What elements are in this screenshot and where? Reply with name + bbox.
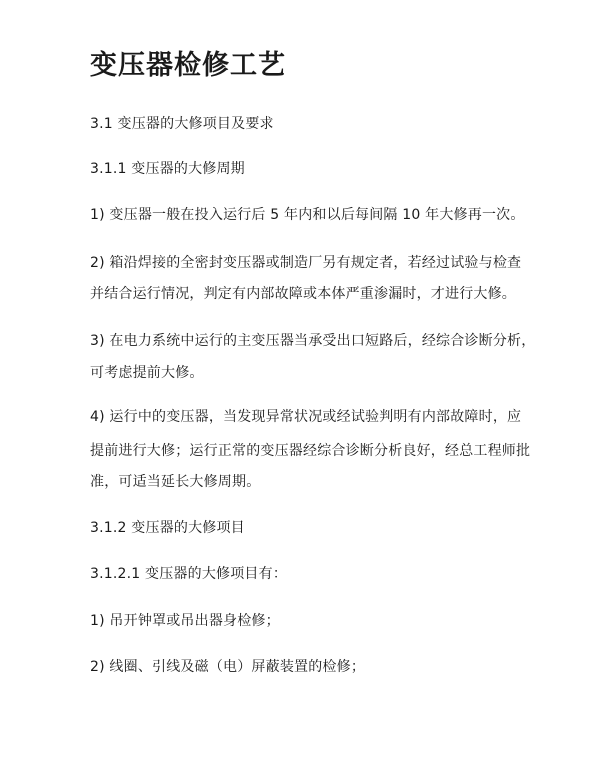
paragraph-line: 4) 运行中的变压器，当发现异常状况或经试验判明有内部故障时，应 [90, 409, 522, 425]
list-item: 1) 吊开钟罩或吊出器身检修； [90, 613, 280, 629]
section-heading-3-1-1: 3.1.1 变压器的大修周期 [90, 161, 245, 177]
paragraph-line: 3) 在电力系统中运行的主变压器当承受出口短路后，经综合诊断分析， [90, 333, 536, 349]
list-item: 2) 线圈、引线及磁（电）屏蔽装置的检修； [90, 659, 366, 675]
document-title: 变压器检修工艺 [90, 50, 286, 81]
section-heading-3-1-2-1: 3.1.2.1 变压器的大修项目有： [90, 566, 288, 582]
section-heading-3-1-2: 3.1.2 变压器的大修项目 [90, 520, 245, 536]
section-heading-3-1: 3.1 变压器的大修项目及要求 [90, 116, 274, 132]
paragraph-line: 准，可适当延长大修周期。 [90, 474, 261, 490]
paragraph-line: 提前进行大修；运行正常的变压器经综合诊断分析良好，经总工程师批 [90, 443, 531, 459]
paragraph-line: 可考虑提前大修。 [90, 365, 204, 381]
paragraph-line: 2) 箱沿焊接的全密封变压器或制造厂另有规定者，若经过试验与检查 [90, 255, 522, 271]
paragraph-line: 并结合运行情况，判定有内部故障或本体严重渗漏时，才进行大修。 [90, 286, 516, 302]
paragraph-line: 1) 变压器一般在投入运行后 5 年内和以后每间隔 10 年大修再一次。 [90, 207, 525, 223]
